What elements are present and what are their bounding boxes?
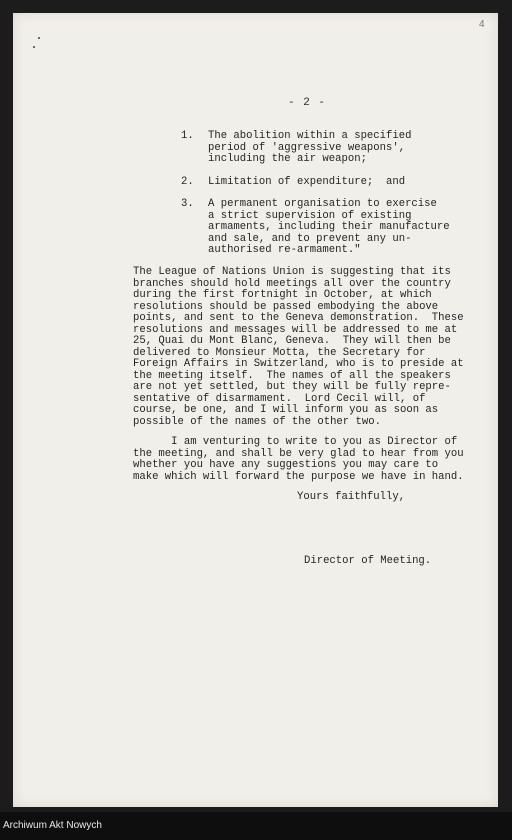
body-paragraph: [133, 437, 464, 483]
corner-page-mark: 4: [479, 19, 485, 30]
list-item-line: A permanent organisation to exercise: [208, 198, 437, 210]
paragraph-line: course, be one, and I will inform you as soon as: [133, 404, 439, 416]
archive-footer: [0, 812, 512, 840]
paragraph-line: delivered to Monsieur Motta, the Secretary for: [133, 346, 426, 359]
paragraph-line: whether you have any suggestions you may care to: [133, 459, 439, 471]
ink-speck: [38, 37, 40, 39]
paragraph-line: Foreign Affairs in Switzerland, who is to preside at: [133, 358, 464, 370]
list-item-number: 2.: [181, 176, 194, 188]
list-item-line: The abolition within a specified: [208, 130, 412, 142]
list-item-line: Limitation of expenditure; and: [208, 176, 406, 188]
archive-label: Archiwum Akt Nowych: [3, 820, 102, 831]
list-item-number: 1.: [181, 130, 194, 142]
paragraph-line: branches should hold meetings all over the country: [133, 277, 451, 290]
list-item-line: and sale, and to prevent any un-: [208, 232, 412, 245]
list-item-line: period of 'aggressive weapons',: [208, 141, 406, 154]
paragraph-line: during the first fortnight in October, at which: [133, 289, 432, 301]
paragraph-line: are not yet settled, but they will be fully repre-: [133, 381, 451, 393]
paragraph-line: sentative of disarmament. Lord Cecil will, of: [133, 392, 426, 405]
paragraph-line: resolutions should be passed embodying the above: [133, 300, 439, 313]
list-item-line: including the air weapon;: [208, 153, 367, 165]
signature-title: Director of Meeting.: [304, 555, 432, 567]
ink-speck: [33, 46, 35, 48]
paragraph-line: the meeting itself. The names of all the speakers: [133, 369, 451, 382]
page-number: - 2 -: [288, 97, 327, 109]
paragraph-line: I am venturing to write to you as Director of: [133, 436, 458, 448]
paragraph-line: 25, Quai du Mont Blanc, Geneva. They will then be: [133, 335, 451, 347]
document-page: [13, 13, 498, 807]
closing-salutation: Yours faithfully,: [297, 491, 406, 503]
list-item-line: authorised re-armament.": [208, 244, 361, 256]
list-item-number: 3.: [181, 198, 194, 210]
paragraph-line: points, and sent to the Geneva demonstration. These: [133, 312, 464, 324]
paragraph-line: The League of Nations Union is suggesting that its: [133, 266, 451, 278]
paragraph-line: the meeting, and shall be very glad to hear from you: [133, 447, 464, 460]
paragraph-line: resolutions and messages will be addressed to me at: [133, 323, 458, 336]
paragraph-line: possible of the names of the other two.: [133, 415, 381, 428]
body-paragraph: [133, 267, 464, 428]
paragraph-line: make which will forward the purpose we have in hand.: [133, 470, 464, 483]
list-item-line: a strict supervision of existing: [208, 209, 412, 222]
list-item-line: armaments, including their manufacture: [208, 221, 450, 233]
